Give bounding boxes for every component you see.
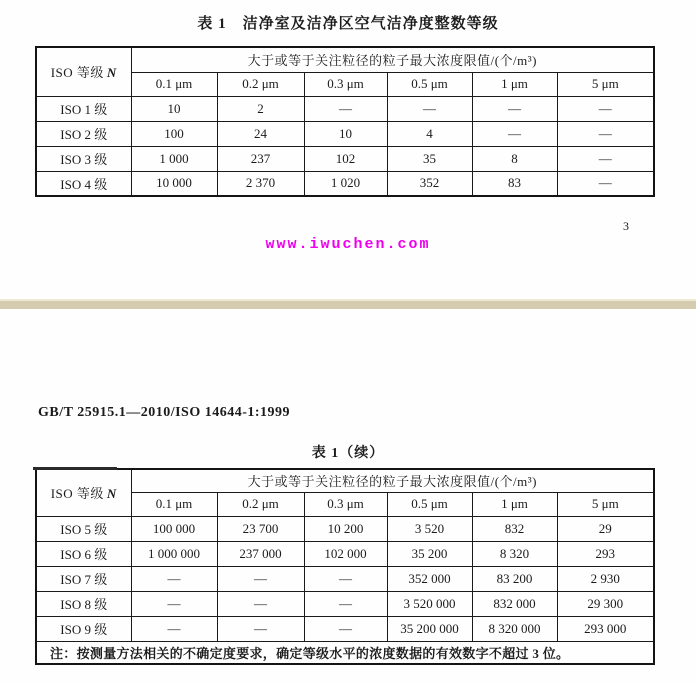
page-divider	[0, 299, 696, 309]
particle-size-header: 1 μm	[472, 492, 557, 516]
iso-class-header-text: ISO 等级	[50, 486, 104, 502]
concentration-value-cell: 100 000	[131, 516, 217, 541]
concentration-value-cell: 83	[472, 171, 557, 196]
table1-body	[36, 96, 654, 196]
concentration-limit-header: 大于或等于关注粒径的粒子最大浓度限值/(个/m³)	[131, 469, 654, 492]
concentration-value-cell: 4	[387, 121, 472, 146]
particle-size-header: 0.2 μm	[217, 72, 304, 96]
note-row	[36, 641, 654, 664]
concentration-value-cell: 1 000	[131, 146, 217, 171]
iso-class-label-cell: ISO 5 级	[36, 516, 131, 541]
concentration-value-cell: —	[387, 96, 472, 121]
concentration-value-cell: 352 000	[387, 566, 472, 591]
concentration-value-cell: 3 520	[387, 516, 472, 541]
watermark-url: www.iwuchen.com	[265, 236, 431, 253]
concentration-value-cell: —	[131, 566, 217, 591]
concentration-value-cell: 832 000	[472, 591, 557, 616]
iso-class-label-cell: ISO 7 级	[36, 566, 131, 591]
concentration-value-cell: 102	[304, 146, 387, 171]
concentration-value-cell: 3 520 000	[387, 591, 472, 616]
concentration-value-cell: 102 000	[304, 541, 387, 566]
concentration-value-cell: —	[557, 171, 654, 196]
concentration-value-cell: 83 200	[472, 566, 557, 591]
concentration-value-cell: 8 320	[472, 541, 557, 566]
header-row-1	[36, 469, 654, 492]
concentration-value-cell: —	[304, 591, 387, 616]
particle-size-header: 0.5 μm	[387, 492, 472, 516]
iso-class-label-cell: ISO 1 级	[36, 96, 131, 121]
concentration-value-cell: 293	[557, 541, 654, 566]
iso-class-header-text: ISO 等级	[50, 65, 104, 81]
concentration-value-cell: 832	[472, 516, 557, 541]
concentration-value-cell: 10 200	[304, 516, 387, 541]
concentration-value-cell: 2 930	[557, 566, 654, 591]
concentration-value-cell: —	[472, 96, 557, 121]
concentration-value-cell: —	[131, 616, 217, 641]
concentration-value-cell: 29 300	[557, 591, 654, 616]
particle-size-header: 0.3 μm	[304, 72, 387, 96]
table-row	[36, 591, 654, 616]
concentration-value-cell: —	[557, 121, 654, 146]
concentration-value-cell: 10	[304, 121, 387, 146]
iso-class-label-cell: ISO 9 级	[36, 616, 131, 641]
concentration-value-cell: 1 020	[304, 171, 387, 196]
concentration-value-cell: 10 000	[131, 171, 217, 196]
iso-class-variable-n: N	[106, 65, 117, 81]
concentration-value-cell: 293 000	[557, 616, 654, 641]
iso-class-label-cell: ISO 8 级	[36, 591, 131, 616]
particle-size-header: 5 μm	[557, 492, 654, 516]
concentration-value-cell: —	[217, 616, 304, 641]
concentration-value-cell: —	[131, 591, 217, 616]
table1-continued	[35, 468, 655, 665]
concentration-value-cell: —	[304, 96, 387, 121]
concentration-limit-header: 大于或等于关注粒径的粒子最大浓度限值/(个/m³)	[131, 47, 654, 72]
table2-body	[36, 516, 654, 641]
iso-class-column-header	[36, 47, 131, 96]
particle-size-header: 0.5 μm	[387, 72, 472, 96]
concentration-value-cell: 35	[387, 146, 472, 171]
table-row	[36, 96, 654, 121]
iso-class-label-cell: ISO 3 级	[36, 146, 131, 171]
concentration-value-cell: 2 370	[217, 171, 304, 196]
particle-size-header: 1 μm	[472, 72, 557, 96]
page-number: 3	[623, 219, 629, 233]
concentration-value-cell: 1 000 000	[131, 541, 217, 566]
concentration-value-cell: 8	[472, 146, 557, 171]
concentration-value-cell: 237 000	[217, 541, 304, 566]
iso-class-label-cell: ISO 4 级	[36, 171, 131, 196]
particle-size-header: 5 μm	[557, 72, 654, 96]
concentration-value-cell: —	[304, 566, 387, 591]
iso-class-variable-n: N	[106, 486, 117, 502]
concentration-value-cell: 2	[217, 96, 304, 121]
concentration-value-cell: 100	[131, 121, 217, 146]
particle-size-header: 0.2 μm	[217, 492, 304, 516]
particle-size-header: 0.1 μm	[131, 492, 217, 516]
concentration-value-cell: 8 320 000	[472, 616, 557, 641]
particle-size-header: 0.3 μm	[304, 492, 387, 516]
document-code: GB/T 25915.1—2010/ISO 14644-1:1999	[38, 405, 291, 420]
concentration-value-cell: —	[472, 121, 557, 146]
concentration-value-cell: 24	[217, 121, 304, 146]
table-row	[36, 616, 654, 641]
table-row	[36, 146, 654, 171]
concentration-value-cell: —	[557, 96, 654, 121]
iso-class-column-header	[36, 469, 131, 516]
concentration-value-cell: 35 200	[387, 541, 472, 566]
concentration-value-cell: 10	[131, 96, 217, 121]
concentration-value-cell: —	[304, 616, 387, 641]
measurement-note: 注：按测量方法相关的不确定度要求，确定等级水平的浓度数据的有效数字不超过 3 位。	[36, 641, 654, 664]
header-row-1	[36, 47, 654, 72]
concentration-value-cell: 29	[557, 516, 654, 541]
iso-class-label-cell: ISO 6 级	[36, 541, 131, 566]
table-row	[36, 516, 654, 541]
concentration-value-cell: —	[557, 146, 654, 171]
table1-caption: 表 1 洁净室及洁净区空气洁净度整数等级	[197, 16, 499, 32]
table1-cleanliness-classes	[35, 46, 655, 197]
iso-class-label-cell: ISO 2 级	[36, 121, 131, 146]
concentration-value-cell: 23 700	[217, 516, 304, 541]
table-row	[36, 566, 654, 591]
scan-artifact	[33, 467, 117, 470]
table-row	[36, 121, 654, 146]
concentration-value-cell: —	[217, 591, 304, 616]
particle-size-header: 0.1 μm	[131, 72, 217, 96]
concentration-value-cell: —	[217, 566, 304, 591]
table1-continued-caption: 表 1（续）	[311, 446, 385, 461]
table-row	[36, 171, 654, 196]
concentration-value-cell: 352	[387, 171, 472, 196]
concentration-value-cell: 35 200 000	[387, 616, 472, 641]
concentration-value-cell: 237	[217, 146, 304, 171]
table-row	[36, 541, 654, 566]
